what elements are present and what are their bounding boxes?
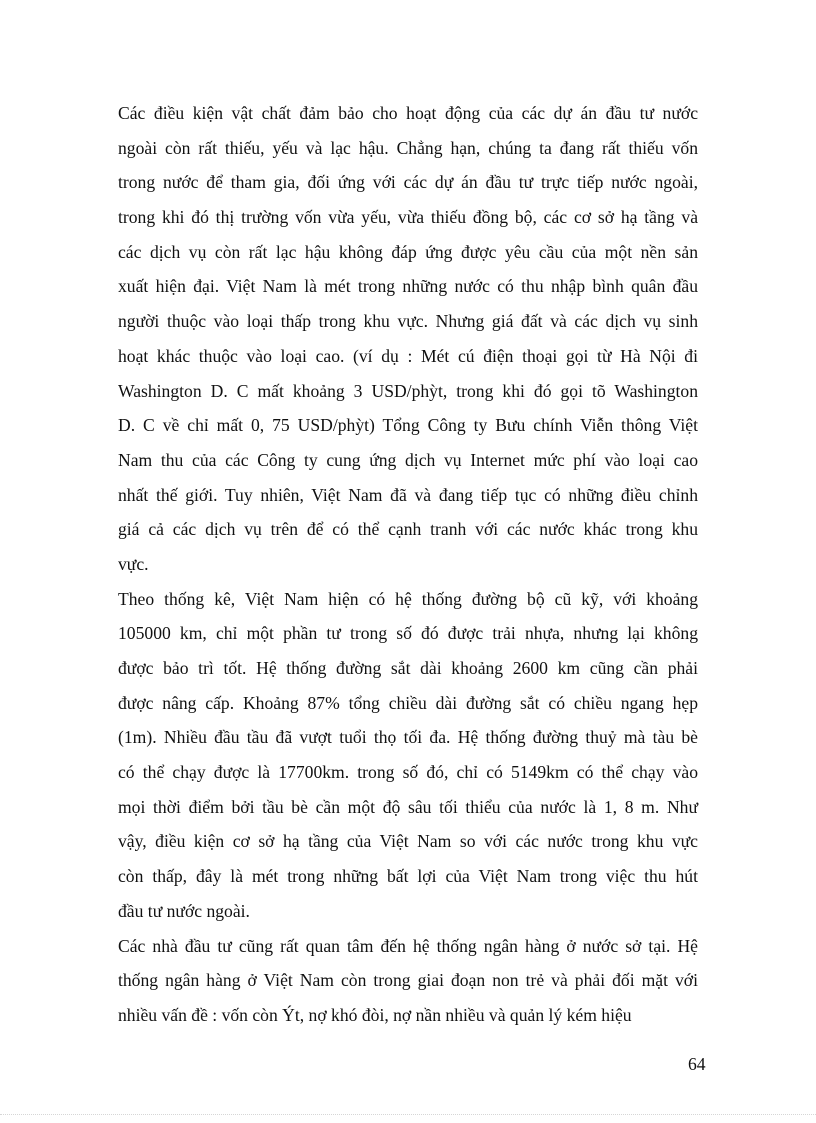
- text-line: đầu tư nước ngoài.: [118, 900, 250, 921]
- body-text: [118, 96, 698, 1033]
- paragraph-infrastructure-statistics: [118, 582, 698, 929]
- text-line: Theo thống kê, Việt Nam hiện có hệ thống đường bộ cũ kỹ, với khoảng: [118, 588, 698, 609]
- text-line: trong nước để tham gia, đối ứng với các dự án đầu tư trực tiếp nước ngoài,: [118, 172, 698, 193]
- text-line: được nâng cấp. Khoảng 87% tổng chiều dài đường sắt có chiều ngang hẹp: [118, 692, 698, 713]
- text-line: trong khi đó thị trường vốn vừa yếu, vừa thiếu đồng bộ, các cơ sở hạ tầng và: [118, 207, 698, 228]
- text-line: Nam thu của các Công ty cung ứng dịch vụ Internet mức phí vào loại cao: [118, 449, 698, 470]
- text-line: giá cả các dịch vụ trên để có thể cạnh tranh với các nước khác trong khu: [118, 519, 698, 540]
- text-line: xuất hiện đại. Việt Nam là mét trong những nước có thu nhập bình quân đầu: [118, 276, 698, 297]
- text-line: vực.: [118, 553, 149, 574]
- text-line: Washington D. C mất khoảng 3 USD/phỳt, trong khi đó gọi tõ Washington: [118, 380, 698, 401]
- text-line: còn thấp, đây là mét trong những bất lợi của Việt Nam trong việc thu hút: [118, 866, 698, 887]
- text-line: mọi thời điểm bởi tầu bè cần một độ sâu tối thiểu của nước là 1, 8 m. Như: [118, 796, 698, 817]
- text-line: Các điều kiện vật chất đảm bảo cho hoạt động của các dự án đầu tư nước: [118, 103, 698, 123]
- paragraph-banking-system: [118, 929, 698, 1033]
- text-line: các dịch vụ còn rất lạc hậu không đáp ứng được yêu cầu của một nền sản: [118, 241, 698, 262]
- page-number: 64: [688, 1054, 706, 1074]
- text-line: nhất thế giới. Tuy nhiên, Việt Nam đã và đang tiếp tục có những điều chỉnh: [118, 484, 698, 505]
- text-line: thống ngân hàng ở Việt Nam còn trong giai đoạn non trẻ và phải đối mặt với: [118, 970, 698, 991]
- text-line: nhiều vấn đề : vốn còn Ýt, nợ khó đòi, nợ nần nhiều và quản lý kém hiệu: [118, 1004, 632, 1025]
- paragraph-foreign-investment-conditions: [118, 96, 698, 582]
- text-line: D. C về chỉ mất 0, 75 USD/phỳt) Tổng Công ty Bưu chính Viễn thông Việt: [118, 415, 698, 436]
- text-line: (1m). Nhiều đầu tầu đã vượt tuổi thọ tối đa. Hệ thống đường thuỷ mà tàu bè: [118, 727, 698, 748]
- text-line: 105000 km, chỉ một phần tư trong số đó được trải nhựa, nhưng lại không: [118, 623, 698, 644]
- text-line: vậy, điều kiện cơ sở hạ tầng của Việt Nam so với các nước trong khu vực: [118, 831, 698, 852]
- text-line: người thuộc vào loại thấp trong khu vực. Nhưng giá đất và các dịch vụ sinh: [118, 311, 698, 332]
- page-bottom-border: [0, 1114, 816, 1115]
- text-line: Các nhà đầu tư cũng rất quan tâm đến hệ thống ngân hàng ở nước sở tại. Hệ: [118, 935, 698, 956]
- text-line: ngoài còn rất thiếu, yếu và lạc hậu. Chẳng hạn, chúng ta đang rất thiếu vốn: [118, 137, 698, 158]
- text-line: hoạt khác thuộc vào loại cao. (ví dụ : Mét cú điện thoại gọi từ Hà Nội đi: [118, 345, 698, 366]
- text-line: được bảo trì tốt. Hệ thống đường sắt dài khoảng 2600 km cũng cần phải: [118, 658, 698, 678]
- text-line: có thể chạy được là 17700km. trong số đó, chỉ có 5149km có thể chạy vào: [118, 762, 698, 783]
